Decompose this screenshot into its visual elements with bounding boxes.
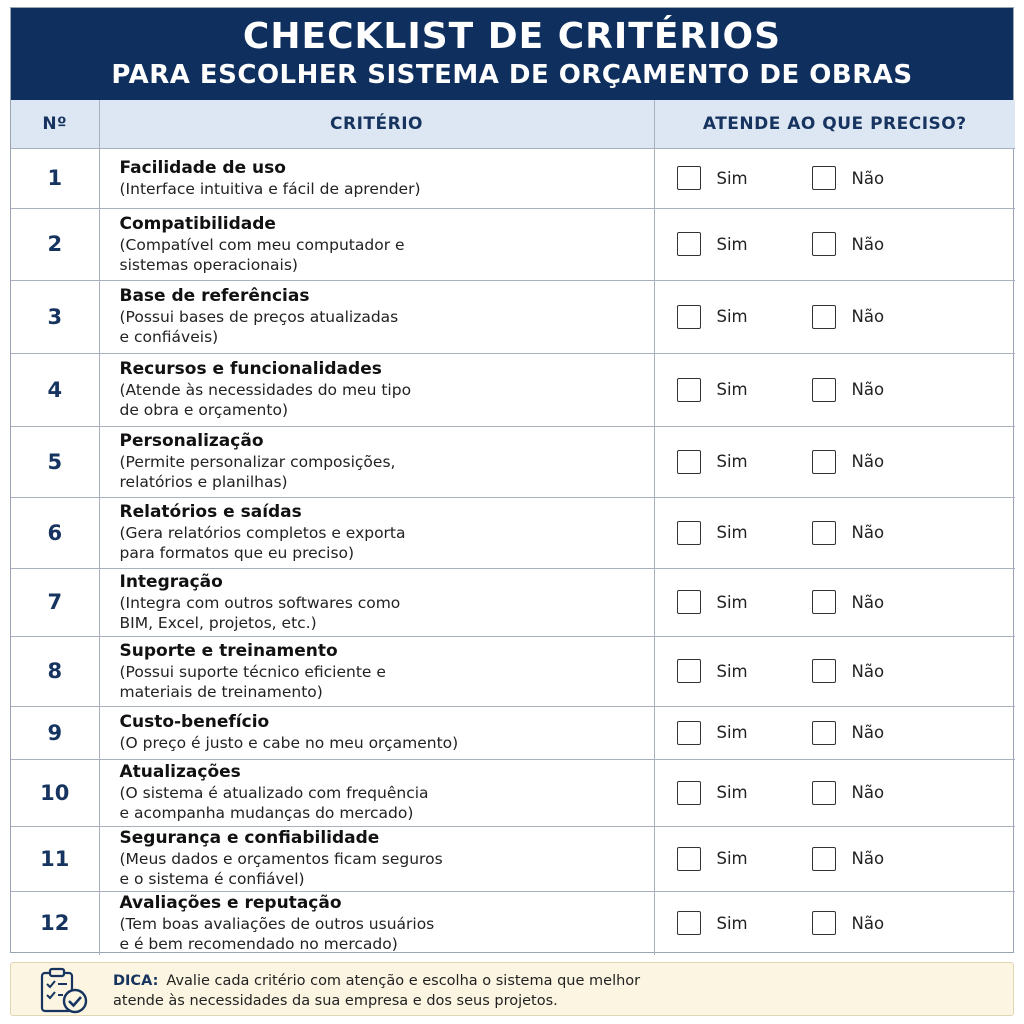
criterion-title: Avaliações e reputação [119, 892, 342, 913]
table-row [11, 353, 1015, 426]
criterion-cell [99, 208, 654, 280]
criterion-description: sistemas operacionais) [119, 255, 298, 274]
criterion-description: e confiáveis) [119, 328, 219, 346]
no-checkbox[interactable] [812, 590, 836, 614]
yes-option[interactable] [677, 378, 748, 402]
criterion-title: Suporte e treinamento [119, 640, 338, 661]
table-row [11, 208, 1015, 280]
criterion-description: (Tem boas avaliações de outros usuários [119, 914, 435, 933]
table-row [11, 568, 1015, 636]
answer-cell [654, 426, 1015, 497]
no-label: Não [851, 307, 885, 326]
table-row [11, 497, 1015, 568]
no-label: Não [851, 592, 885, 612]
criterion-description: (O sistema é atualizado com frequência [119, 784, 429, 802]
no-checkbox[interactable] [812, 305, 836, 329]
yes-checkbox[interactable] [677, 232, 701, 256]
no-label: Não [851, 168, 885, 188]
table-row [11, 706, 1015, 759]
criterion-cell [99, 148, 654, 208]
row-number: 3 [11, 280, 99, 353]
criterion-description: relatórios e planilhas) [119, 473, 288, 491]
criterion-cell [99, 353, 654, 426]
answer-cell [654, 826, 1015, 891]
yes-option[interactable] [677, 781, 748, 805]
yes-label: Sim [716, 849, 748, 868]
criterion-description: (Permite personalizar composições, [119, 453, 396, 471]
criterion-cell [99, 280, 654, 353]
column-header-number: Nº [11, 100, 99, 148]
criterion-cell [99, 891, 654, 955]
no-checkbox[interactable] [812, 781, 836, 805]
no-option[interactable] [812, 521, 885, 545]
criterion-description: (Atende às necessidades do meu tipo [119, 381, 412, 399]
criterion-description: BIM, Excel, projetos, etc.) [119, 613, 317, 632]
criterion-cell [99, 636, 654, 706]
table-row [11, 759, 1015, 826]
tip-label: DICA: [113, 973, 159, 989]
yes-checkbox[interactable] [677, 521, 701, 545]
no-checkbox[interactable] [812, 521, 836, 545]
column-header-criterion: CRITÉRIO [99, 100, 654, 148]
yes-checkbox[interactable] [677, 305, 701, 329]
title-bar [11, 8, 1013, 100]
criteria-table [11, 100, 1015, 955]
no-checkbox[interactable] [812, 847, 836, 871]
yes-checkbox[interactable] [677, 590, 701, 614]
criterion-title: Custo-benefício [119, 712, 270, 732]
criterion-title: Recursos e funcionalidades [119, 359, 382, 379]
clipboard-check-icon [39, 967, 91, 1015]
no-checkbox[interactable] [812, 659, 836, 683]
yes-checkbox[interactable] [677, 847, 701, 871]
tip-line-1: Avalie cada critério com atenção e escolha o sistema que melhor [166, 973, 641, 989]
table-row [11, 148, 1015, 208]
no-checkbox[interactable] [812, 232, 836, 256]
yes-label: Sim [716, 523, 748, 542]
yes-option[interactable] [677, 659, 748, 683]
answer-cell [654, 706, 1015, 759]
criterion-title: Compatibilidade [119, 213, 276, 234]
answer-cell [654, 353, 1015, 426]
no-option[interactable] [812, 232, 885, 256]
yes-option[interactable] [677, 721, 748, 745]
criterion-cell [99, 426, 654, 497]
no-label: Não [851, 452, 885, 471]
page-title: CHECKLIST DE CRITÉRIOS [242, 16, 782, 57]
criterion-description: (Compatível com meu computador e [119, 235, 405, 254]
answer-cell [654, 208, 1015, 280]
no-option[interactable] [812, 378, 885, 402]
criterion-cell [99, 497, 654, 568]
no-label: Não [851, 849, 885, 868]
no-option[interactable] [812, 721, 885, 745]
column-header-answer: ATENDE AO QUE PRECISO? [654, 100, 1015, 148]
yes-label: Sim [716, 380, 748, 399]
yes-checkbox[interactable] [677, 659, 701, 683]
table-row [11, 426, 1015, 497]
checklist-sheet [10, 7, 1014, 953]
table-row [11, 280, 1015, 353]
answer-cell [654, 759, 1015, 826]
yes-checkbox[interactable] [677, 781, 701, 805]
yes-option[interactable] [677, 450, 748, 474]
row-number: 6 [11, 497, 99, 568]
answer-cell [654, 568, 1015, 636]
yes-label: Sim [716, 723, 748, 742]
criterion-description: (Possui suporte técnico eficiente e [119, 662, 386, 681]
row-number: 9 [11, 706, 99, 759]
yes-option[interactable] [677, 590, 748, 614]
yes-label: Sim [716, 783, 748, 802]
criterion-cell [99, 706, 654, 759]
no-option[interactable] [812, 450, 885, 474]
row-number: 11 [11, 826, 99, 891]
criterion-description: para formatos que eu preciso) [119, 544, 355, 562]
tip-line-2: atende às necessidades da sua empresa e dos seus projetos. [113, 993, 558, 1009]
no-option[interactable] [812, 659, 885, 683]
yes-label: Sim [716, 661, 748, 681]
criterion-cell [99, 759, 654, 826]
no-checkbox[interactable] [812, 450, 836, 474]
criterion-title: Integração [119, 571, 223, 592]
no-label: Não [851, 661, 885, 681]
row-number: 4 [11, 353, 99, 426]
yes-option[interactable] [677, 166, 748, 190]
criterion-description: e o sistema é confiável) [119, 870, 305, 888]
tip-box [10, 962, 1014, 1016]
criterion-description: e acompanha mudanças do mercado) [119, 804, 414, 822]
criterion-description: (Integra com outros softwares como [119, 593, 401, 612]
row-number: 7 [11, 568, 99, 636]
no-label: Não [851, 523, 885, 542]
row-number: 1 [11, 148, 99, 208]
yes-option[interactable] [677, 847, 748, 871]
no-checkbox[interactable] [812, 166, 836, 190]
row-number: 2 [11, 208, 99, 280]
criterion-description: (Possui bases de preços atualizadas [119, 308, 399, 326]
row-number: 8 [11, 636, 99, 706]
row-number: 12 [11, 891, 99, 955]
criterion-description: (Interface intuitiva e fácil de aprender) [119, 179, 421, 198]
no-label: Não [851, 913, 885, 933]
yes-checkbox[interactable] [677, 166, 701, 190]
answer-cell [654, 148, 1015, 208]
criterion-description: e é bem recomendado no mercado) [119, 934, 398, 953]
criterion-title: Personalização [119, 431, 264, 451]
criterion-cell [99, 568, 654, 636]
yes-option[interactable] [677, 911, 748, 935]
criterion-description: (O preço é justo e cabe no meu orçamento) [119, 734, 459, 752]
criterion-title: Facilidade de uso [119, 157, 286, 178]
criterion-title: Base de referências [119, 286, 310, 306]
yes-option[interactable] [677, 305, 748, 329]
yes-label: Sim [716, 168, 748, 188]
no-checkbox[interactable] [812, 721, 836, 745]
no-checkbox[interactable] [812, 911, 836, 935]
yes-label: Sim [716, 234, 748, 254]
table-row [11, 826, 1015, 891]
answer-cell [654, 280, 1015, 353]
answer-cell [654, 636, 1015, 706]
tip-text [113, 971, 993, 1011]
yes-label: Sim [716, 452, 748, 471]
yes-checkbox[interactable] [677, 450, 701, 474]
no-option[interactable] [812, 166, 885, 190]
table-row [11, 636, 1015, 706]
yes-option[interactable] [677, 521, 748, 545]
row-number: 5 [11, 426, 99, 497]
criterion-cell [99, 826, 654, 891]
no-checkbox[interactable] [812, 378, 836, 402]
yes-checkbox[interactable] [677, 721, 701, 745]
no-label: Não [851, 380, 885, 399]
yes-label: Sim [716, 913, 748, 933]
no-label: Não [851, 723, 885, 742]
yes-checkbox[interactable] [677, 378, 701, 402]
criterion-description: (Gera relatórios completos e exporta [119, 524, 406, 542]
table-header-row [11, 100, 1015, 148]
no-label: Não [851, 234, 885, 254]
criterion-description: materiais de treinamento) [119, 682, 323, 701]
table-row [11, 891, 1015, 955]
yes-checkbox[interactable] [677, 911, 701, 935]
criterion-title: Atualizações [119, 762, 241, 782]
no-label: Não [851, 783, 885, 802]
yes-label: Sim [716, 307, 748, 326]
no-option[interactable] [812, 781, 885, 805]
row-number: 10 [11, 759, 99, 826]
answer-cell [654, 891, 1015, 955]
yes-label: Sim [716, 592, 748, 612]
criterion-title: Segurança e confiabilidade [119, 828, 380, 848]
criterion-description: de obra e orçamento) [119, 401, 288, 419]
criterion-title: Relatórios e saídas [119, 502, 302, 522]
yes-option[interactable] [677, 232, 748, 256]
no-option[interactable] [812, 847, 885, 871]
criterion-description: (Meus dados e orçamentos ficam seguros [119, 850, 443, 868]
answer-cell [654, 497, 1015, 568]
page-subtitle: PARA ESCOLHER SISTEMA DE ORÇAMENTO DE OBRAS [111, 60, 913, 90]
no-option[interactable] [812, 911, 885, 935]
no-option[interactable] [812, 305, 885, 329]
no-option[interactable] [812, 590, 885, 614]
